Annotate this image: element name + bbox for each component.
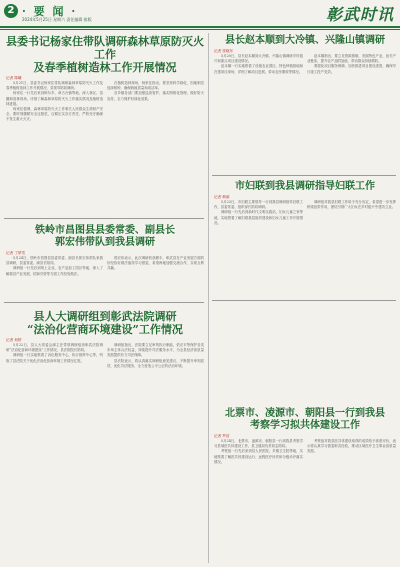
article-body: 5月24日，北票市、凌源市、朝阳县一行到我县考察学习县域医共体建设工作，县卫健局负责同志陪同。 考察组一行先后来到县人民医院、乡镇卫生院等地，实地察看了解医共体建设运行、远程医疗协作和分级诊疗落实情况。 考察组对我县医共体建设取得的成效给予高度评价，表示将认真学习借鉴彰武经验，推动区域医疗卫生事业高质量发展。 (214, 439, 396, 464)
header-rule-thin (0, 29, 400, 30)
article-title: 铁岭市昌图县县委常委、副县长 郭宏伟带队到我县调研 (35, 225, 175, 248)
article-byline: 记者 丁梦雪 (6, 251, 26, 255)
article-womens-federation (214, 181, 396, 226)
article-county-head (214, 35, 396, 75)
article-title: 县委书记杨家住带队调研森林草原防灭火工作 及春季植树造林工作开展情况 (6, 35, 204, 74)
article-byline: 记者 韩丽 (214, 195, 230, 199)
section-name: · 要 闻 · (22, 5, 78, 18)
article-title: 县长赵本顺到大冷镇、兴隆山镇调研 (225, 35, 385, 46)
article-body: 5月20日，县长赵本顺到大冷镇、兴隆山镇调研乡村振兴和重点项目建设情况。 赵本顺一行实地察看了设施农业园区、特色种植基地和在建项目现场，详细了解项目进展、带动农民增收等情况。 赵本顺指出，要立足资源禀赋，发展特色产业，延长产业链条，提升农产品附加值，带动群众持续增收。 要强化项目服务保障，加快推进项目建设进度，确保早日竣工投产见效。 (214, 54, 396, 74)
article-byline: 记者 何婷 (6, 338, 22, 342)
article-byline: 记者 张晓东 (214, 49, 234, 53)
masthead-logo: 彰武时讯 (325, 5, 394, 24)
article-forest-fire (6, 35, 204, 123)
article-court-inspection (6, 310, 204, 369)
article-divider (4, 302, 204, 303)
article-title: 县人大调研组到彰武法院调研 “法治化营商环境建设”工作情况 (27, 310, 183, 336)
article-title: 市妇联到我县调研指导妇联工作 (235, 181, 375, 192)
article-byline: 记者 陈曦 (6, 76, 22, 80)
article-divider (4, 218, 204, 219)
article-body: 5月24日，铁岭市昌图县县委常委、副县长郭宏伟带队来我县调研，县委常委、副县长陪同。 调研组一行先后到规上企业、农产品加工园区等地，深入了解我县产业发展、招商引资等方面工作经验做法。 郭宏伟表示，此次调研收获颇丰，彰武县在产业发展方面的好经验好做法值得学习借鉴，希望两地加强交流合作，实现互利共赢。 (6, 256, 204, 276)
article-body: 5月23日，市妇联主要领导一行到我县调研指导妇联工作，县委常委、组织部长陪同调研。 调研组一行先后到新时代文明实践站、妇女儿童之家等地，实地察看了解妇联基层组织建设和妇女儿童工作开展情况。 调研组对我县妇联工作给予充分肯定，希望进一步发挥桥梁纽带作用，团结引领广大妇女在乡村振兴中建功立业。 (214, 200, 396, 225)
page-number: 2 (4, 4, 18, 18)
article-title: 北票市、凌源市、朝阳县一行到我县 考察学习拟共体建设工作 (225, 408, 385, 431)
dateline: 2024年5月25日 星期六 责任编辑 排版 (22, 17, 92, 22)
article-divider (212, 300, 396, 301)
column-divider (208, 33, 209, 563)
article-body: 5月22日，县人大常委会副主任带领调研组到彰武法院调研“法治化营商环境建设”工作情况，县法院院长陪同。 调研组一行实地察看了诉讼服务中心、执行指挥中心等，听取了县法院关于优化法治化营商环境工作情况汇报。 调研组指出，法院要立足审判执行职能，依法平等保护各类市场主体合法权益，持续提升司法服务水平，为全县经济高质量发展提供有力司法保障。 县法院表示，将认真落实调研组意见建议，不断提升审判质效，优化司法服务，全力营造公平公正的法治环境。 (6, 343, 204, 368)
article-body: 5月21日，县委书记杨家住带队调研森林草原防灭火工作及春季植树造林工作开展情况，县领导陪同调研。 杨家住一行先后来到阿尔乡、章古台镇等地，深入林区、苗圃和造林现场，详细了解森林草原防灭火工作落实情况及植树造林进展。 杨家住强调，森林草原防灭火工作事关人民群众生命财产安全，要时刻绷紧安全这根弦，压紧压实各方责任，严防死守确保不发生重大火灾。 在植树造林现场，杨家住指出，要坚持科学绿化，因地制宜选择树种，确保栽植质量和成活率。 各乡镇各部门要加强巡查管护，落实网格化管理，做好防火宣传，全力保护好绿化成果。 (6, 81, 204, 122)
article-byline: 记者 罗浩 (214, 434, 230, 438)
article-divider (212, 175, 396, 176)
header-rule (0, 26, 400, 28)
article-medical-alliance (214, 408, 396, 465)
article-changtu-visit (6, 225, 204, 277)
